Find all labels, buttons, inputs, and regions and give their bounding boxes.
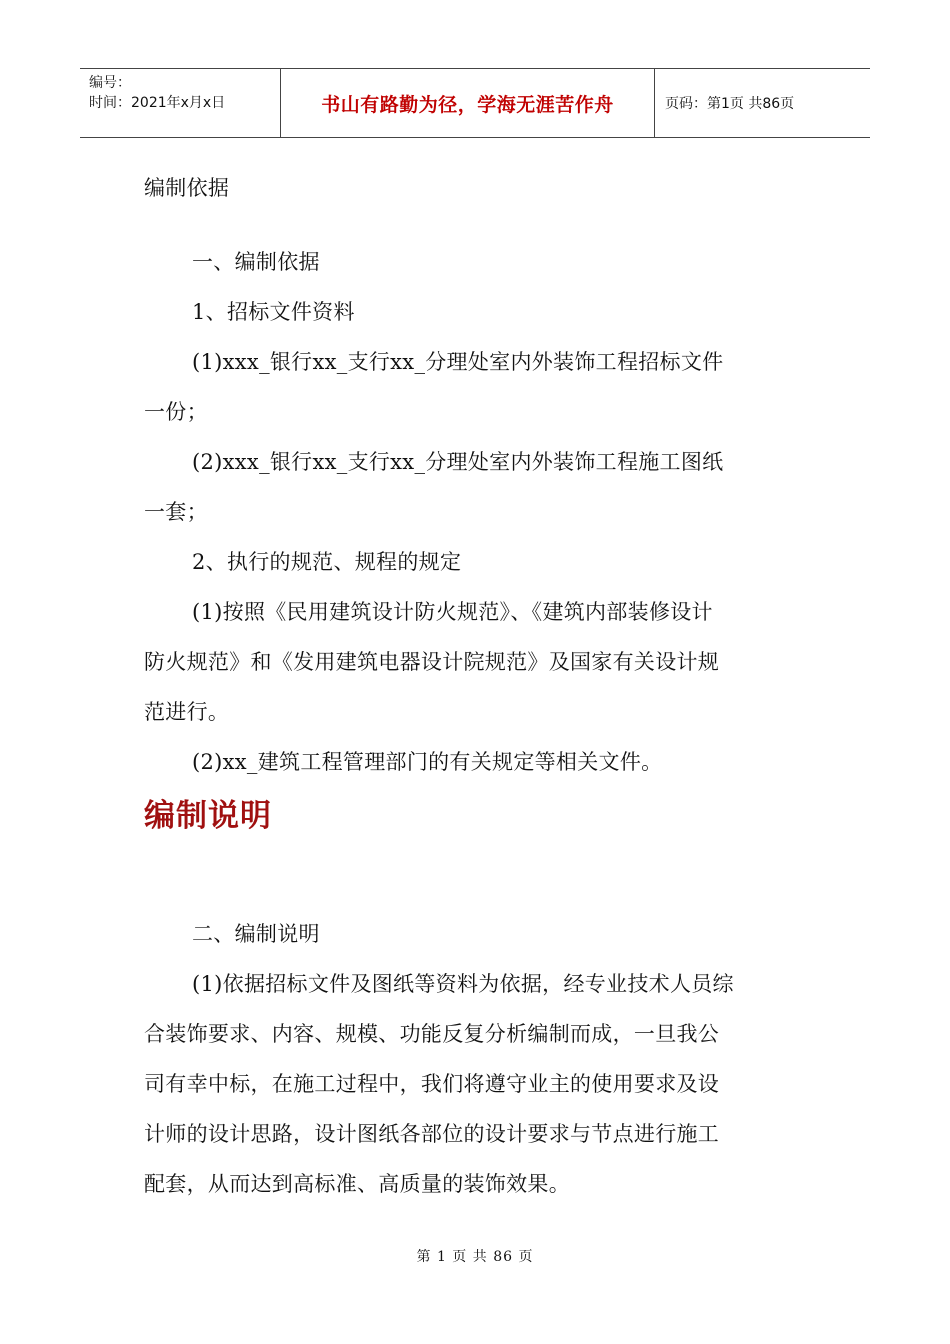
paragraph-line: 一套； [144,500,208,524]
paragraph-line: 计师的设计思路，设计图纸各部位的设计要求与节点进行施工 [144,1122,720,1146]
paragraph-line: (1)xxx_银行xx_支行xx_分理处室内外装饰工程招标文件 [192,350,724,374]
paragraph-line: 防火规范》和《发用建筑电器设计院规范》及国家有关设计规 [144,650,720,674]
page-header [80,68,870,138]
paragraph-line: 司有幸中标，在施工过程中，我们将遵守业主的使用要求及设 [144,1072,720,1096]
paragraph-line: 范进行。 [144,700,230,724]
header-motto: 书山有路勤为径，学海无涯苦作舟 [281,69,655,137]
page-footer: 第 1 页 共 86 页 [416,1249,534,1265]
paragraph-line: (1)依据招标文件及图纸等资料为依据，经专业技术人员综 [192,972,734,996]
section-heading-1: 一、编制依据 [192,250,320,274]
header-meta [80,69,281,137]
header-date: 时间：2021年x月x日 [89,95,226,111]
header-page-info: 页码：第1页 共86页 [665,96,795,112]
subsection-1: 1、招标文件资料 [192,300,355,324]
paragraph-line: 配套，从而达到高标准、高质量的装饰效果。 [144,1172,570,1196]
header-number-label: 编号： [89,75,131,91]
subsection-2: 2、执行的规范、规程的规定 [192,550,462,574]
paragraph-line: 合装饰要求、内容、规模、功能反复分析编制而成，一旦我公 [144,1022,720,1046]
paragraph-line: (2)xx_建筑工程管理部门的有关规定等相关文件。 [192,750,663,774]
section-label: 编制依据 [144,176,230,200]
section-title: 编制说明 [144,798,272,834]
paragraph-line: (1)按照《民用建筑设计防火规范》、《建筑内部装修设计 [192,600,713,624]
paragraph-line: 一份； [144,400,208,424]
section-heading-2: 二、编制说明 [192,922,320,946]
paragraph-line: (2)xxx_银行xx_支行xx_分理处室内外装饰工程施工图纸 [192,450,724,474]
